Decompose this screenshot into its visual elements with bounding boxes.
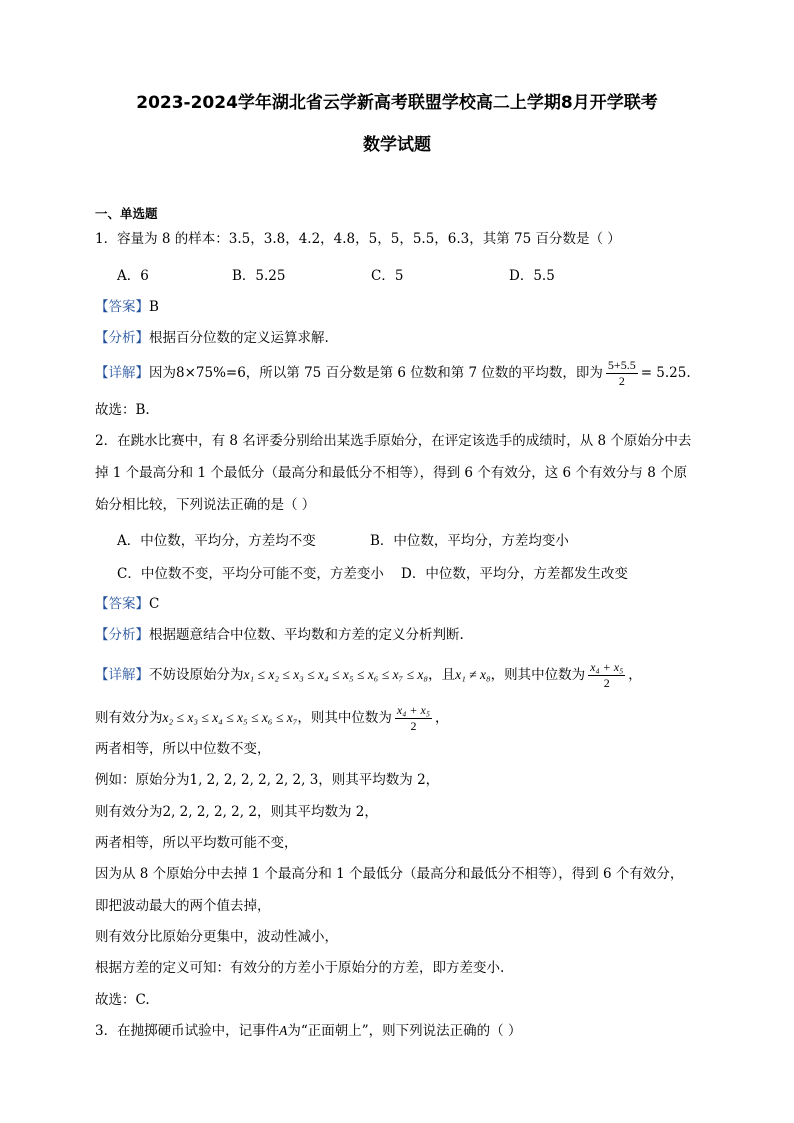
answer-value: B bbox=[149, 299, 159, 315]
analysis-tag: 【分析】 bbox=[95, 627, 149, 643]
question-2-detail-line-10: 根据方差的定义可知：有效分的方差小于原始分的方差，即方差变小. bbox=[95, 960, 505, 976]
question-2-conclusion: 故选：C. bbox=[95, 992, 150, 1008]
fraction bbox=[588, 660, 625, 691]
answer-tag: 【答案】 bbox=[95, 596, 149, 612]
inequality-chain: x₂ ≤ x₃ ≤ x₄ ≤ x₅ ≤ x₆ ≤ x₇ bbox=[162, 710, 298, 725]
answer-value: C bbox=[149, 596, 160, 612]
question-1-detail bbox=[95, 358, 691, 389]
question-2-stem-line-3: 始分相比较，下列说法正确的是（ ） bbox=[95, 497, 316, 513]
question-2-stem-line-1: 2．在跳水比赛中，有 8 名评委分别给出某选手原始分，在评定该选手的成绩时，从 8 个原始分中去 bbox=[95, 433, 692, 449]
question-2-option-a: A．中位数，平均分，方差均不变 bbox=[117, 533, 316, 549]
question-text: 3．在抛掷硬币试验中，记事件 bbox=[95, 1023, 280, 1039]
event-variable: A bbox=[279, 1023, 288, 1038]
fraction-numerator: x₄ + x₅ bbox=[396, 703, 431, 717]
fraction bbox=[606, 358, 638, 389]
fraction-numerator: x₄ + x₅ bbox=[590, 660, 624, 674]
question-2-option-c: C．中位数不变，平均分可能不变，方差变小 bbox=[117, 566, 384, 582]
detail-text: ， bbox=[628, 667, 642, 683]
question-1-stem: 1．容量为 8 的样本：3.5，3.8，4.2，4.8，5，5，5.5，6.3，其第 75 百分数是（ ） bbox=[95, 231, 621, 247]
fraction-numerator: 5+5.5 bbox=[607, 358, 636, 372]
question-1-option-a: A．6 bbox=[117, 268, 149, 284]
question-text: 为“正面朝上”，则下列说法正确的（ ） bbox=[287, 1023, 522, 1039]
question-2-answer bbox=[95, 595, 159, 613]
document-title: 2023-2024学年湖北省云学新高考联盟学校高二上学期8月开学联考 bbox=[136, 93, 658, 113]
question-1-analysis bbox=[95, 329, 329, 347]
fraction bbox=[395, 703, 432, 734]
question-2-detail-line-1 bbox=[95, 660, 642, 691]
question-3-stem bbox=[95, 1022, 521, 1040]
detail-result: = 5.25. bbox=[640, 365, 691, 381]
detail-tag: 【详解】 bbox=[95, 667, 149, 683]
question-2-detail-line-4: 例如：原始分为1, 2, 2, 2, 2, 2, 2, 3，则其平均数为 2， bbox=[95, 772, 440, 788]
detail-tag: 【详解】 bbox=[95, 365, 149, 381]
analysis-text: 根据百分位数的定义运算求解. bbox=[149, 330, 329, 346]
analysis-text: 根据题意结合中位数、平均数和方差的定义分析判断. bbox=[149, 627, 464, 643]
detail-text: 则有效分为 bbox=[95, 710, 163, 726]
section-heading: 一、单选题 bbox=[95, 206, 158, 221]
analysis-tag: 【分析】 bbox=[95, 330, 149, 346]
inequality-chain: x₁ ≤ x₂ ≤ x₃ ≤ x₄ ≤ x₅ ≤ x₆ ≤ x₇ ≤ x₈ bbox=[243, 667, 429, 682]
detail-text: ，则其中位数为 bbox=[297, 710, 392, 726]
fraction-denominator: 2 bbox=[618, 374, 625, 388]
question-2-detail-line-6: 两者相等，所以平均数可能不变， bbox=[95, 835, 298, 851]
detail-text: ，且 bbox=[428, 667, 456, 683]
question-1-option-c: C．5 bbox=[371, 268, 404, 284]
question-2-analysis bbox=[95, 626, 464, 644]
question-2-option-b: B．中位数，平均分，方差均变小 bbox=[370, 533, 569, 549]
detail-text: 不妨设原始分为 bbox=[149, 667, 244, 683]
detail-text: ， bbox=[435, 710, 449, 726]
question-1-option-b: B．5.25 bbox=[232, 268, 286, 284]
question-2-option-d: D．中位数，平均分，方差都发生改变 bbox=[401, 566, 628, 582]
question-2-detail-line-8: 即把波动最大的两个值去掉， bbox=[95, 898, 271, 914]
fraction-denominator: 2 bbox=[410, 719, 417, 733]
detail-text: 因为8×75%=6，所以第 75 百分数是第 6 位数和第 7 位数的平均数，即为 bbox=[149, 365, 603, 381]
question-2-detail-line-9: 则有效分比原始分更集中，波动性减小， bbox=[95, 929, 338, 945]
question-1-answer bbox=[95, 298, 159, 316]
detail-text: ，则其中位数为 bbox=[490, 667, 586, 683]
question-2-detail-line-5: 则有效分为2, 2, 2, 2, 2, 2，则其平均数为 2， bbox=[95, 804, 378, 820]
answer-tag: 【答案】 bbox=[95, 299, 149, 315]
question-2-detail-line-3: 两者相等，所以中位数不变， bbox=[95, 741, 271, 757]
question-2-detail-line-2 bbox=[95, 703, 449, 734]
inequality: x₁ ≠ x₈ bbox=[455, 667, 491, 682]
fraction-denominator: 2 bbox=[603, 676, 610, 690]
document-subtitle: 数学试题 bbox=[363, 135, 431, 155]
question-1-option-d: D．5.5 bbox=[509, 268, 555, 284]
question-2-stem-line-2: 掉 1 个最高分和 1 个最低分（最高分和最低分不相等），得到 6 个有效分，这 6 个有效分与 8 个原 bbox=[95, 465, 688, 481]
question-1-conclusion: 故选：B. bbox=[95, 402, 150, 418]
question-2-detail-line-7: 因为从 8 个原始分中去掉 1 个最高分和 1 个最低分（最高分和最低分不相等），得到 6 个有效分， bbox=[95, 866, 684, 882]
